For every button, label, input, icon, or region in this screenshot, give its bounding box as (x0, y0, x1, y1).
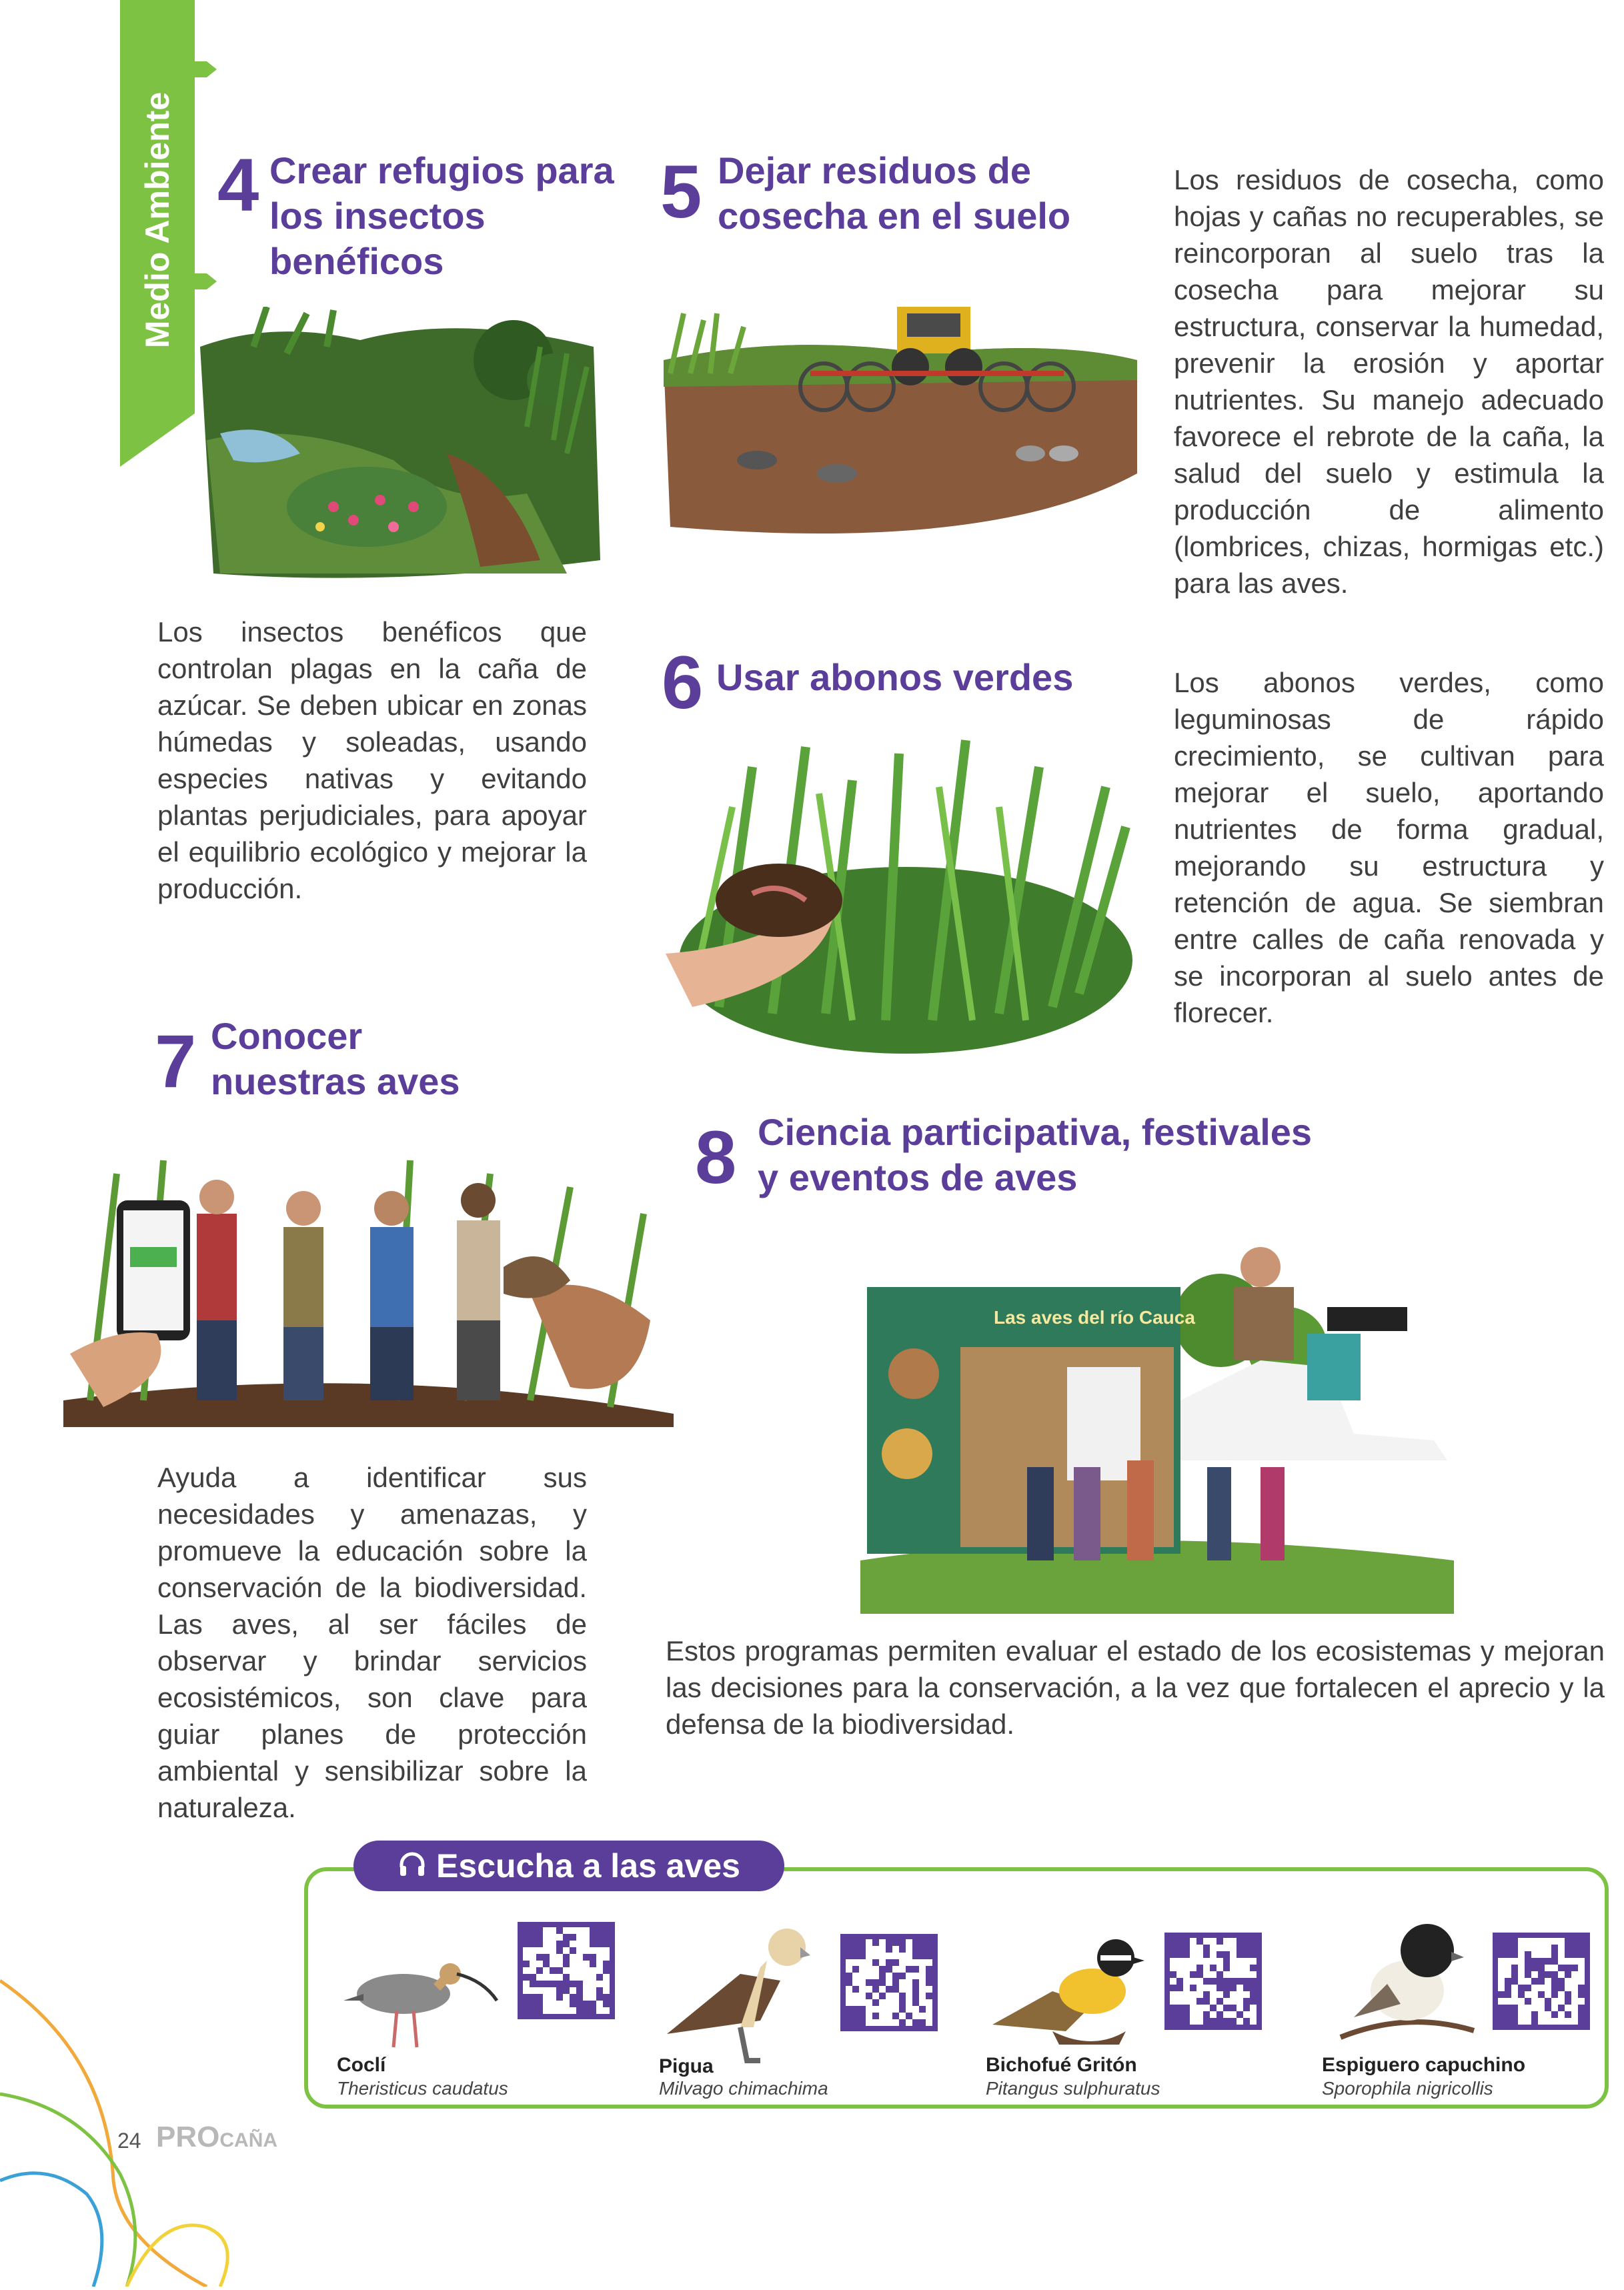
section-body: Los residuos de cosecha, como hojas y cañas no recuperables, se reincorporan al suelo tras la cosecha para mejorar su estructura, conservar la humedad, prevenir la erosión y aportar nutrientes. Su manejo adecuado favorece el rebrote de la caña, la salud del suelo y estimula la producción de alimento (lombrices, chizas, hormigas etc.) para las aves. (1174, 164, 1604, 599)
green-manure-illustration (652, 727, 1139, 1054)
listen-title: Escucha a las aves (436, 1847, 740, 1885)
bird-illustration-bichofue (986, 1918, 1146, 2051)
qr-code-espiguero[interactable] (1493, 1933, 1590, 2030)
section-body: Los abonos verdes, como leguminosas de rápido crecimiento, se cultivan para mejorar el suelo, aportando nutrientes de forma gradual, mejorando su estructura y retención de agua. Se siembran entre calles de caña renovada y se incorporan al suelo antes de florecer. (1174, 667, 1604, 1028)
section-title: Crear refugios para los insectos benéficos (269, 149, 614, 282)
harvest-residue-illustration (657, 273, 1144, 547)
qr-code-pigua[interactable] (840, 1934, 938, 2031)
section-title: Conocer nuestras aves (211, 1015, 460, 1102)
bird-scientific-name: Theristicus caudatus (337, 2078, 508, 2099)
page-number: 24 (117, 2129, 141, 2153)
section-title: Dejar residuos de cosecha en el suelo (718, 149, 1071, 237)
headphones-icon (397, 1850, 427, 1883)
section-body: Ayuda a identificar sus necesidades y amenazas, y promueve la educación sobre la conservación de la biodiversidad. Las aves, al ser fáciles de observar y brindar servicios ecosistémicos, son clave para guiar planes de protección ambiental y sensibilizar sobre la naturaleza. (157, 1462, 587, 1823)
bird-festival-illustration (860, 1240, 1454, 1614)
exhibit-sign: Las aves del río Cauca (994, 1307, 1195, 1328)
bird-name: Pigua (659, 2055, 714, 2077)
procana-logo: PRO CAÑA (156, 2121, 278, 2153)
listen-title-pill (353, 1841, 784, 1891)
bird-illustration-pigua (660, 1914, 814, 2067)
bird-scientific-name: Sporophila nigricollis (1322, 2078, 1493, 2099)
section-number: 5 (660, 150, 702, 233)
section-number: 8 (695, 1116, 737, 1199)
bird-scientific-name: Milvago chimachima (659, 2078, 828, 2099)
bird-illustration-cocli (337, 1934, 504, 2054)
bird-name: Espiguero capuchino (1322, 2054, 1526, 2076)
section-title: Usar abonos verdes (716, 656, 1074, 698)
qr-code-cocli[interactable] (518, 1922, 615, 2019)
section-body: Estos programas permiten evaluar el estado de los ecosistemas y mejoran las decisiones para la conservación, a la vez que fortalecen el aprecio y la defensa de la biodiversidad. (666, 1635, 1605, 1740)
section-title: Ciencia participativa, festivales y eventos de aves (758, 1111, 1313, 1198)
section-number: 6 (662, 641, 704, 724)
section-number: 7 (155, 1020, 197, 1103)
bird-watching-illustration (63, 1134, 674, 1427)
qr-code-bichofue[interactable] (1164, 1933, 1262, 2030)
bird-name: Coclí (337, 2054, 386, 2076)
bird-name: Bichofué Gritón (986, 2054, 1137, 2076)
sidebar-label: Medio Ambiente (139, 91, 176, 349)
bird-scientific-name: Pitangus sulphuratus (986, 2078, 1160, 2099)
section-body: Los insectos benéficos que controlan plagas en la caña de azúcar. Se deben ubicar en zonas húmedas y soleadas, usando especies nativas y evitando plantas perjudiciales, para apoyar el equilibrio ecológico y mejorar la producción. (157, 616, 587, 904)
insect-refuge-illustration (193, 307, 607, 587)
section-number: 4 (217, 143, 259, 227)
bird-illustration-espiguero (1327, 1904, 1481, 2047)
